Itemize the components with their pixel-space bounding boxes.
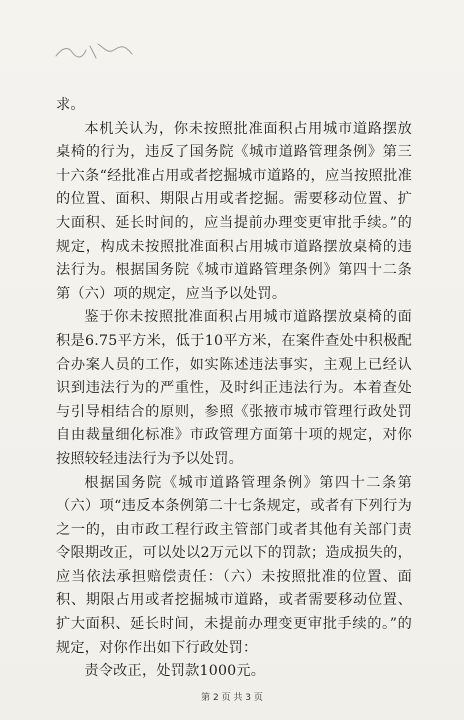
paragraph-mitigation: 鉴于你未按照批准面积占用城市道路摆放桌椅的面积是6.75平方米，低于10平方米，在案件查处中积极配合办案人员的工作，如实陈述违法事实，主观上已经认识到违法行为的严重性，及时纠正违法行为。本着查处与引导相结合的原则，参照《张掖市城市管理行政处罚自由裁量细化标准》市政管理方面第十项的规定，对你按照较轻违法行为予以处罚。 — [56, 309, 412, 467]
document-body — [56, 94, 412, 684]
handwritten-mark — [52, 34, 142, 66]
paragraph-violation-finding: 本机关认为，你未按照批准面积占用城市道路摆放桌椅的行为，违反了国务院《城市道路管理条例》第三十六条“经批准占用或者挖掘城市道路的，应当按照批准的位置、面积、期限占用或者挖掘。需要移动位置、扩大面积、延长时间的，应当提前办理变更审批手续。”的规定，构成未按照批准面积占用城市道路摆放桌椅的违法行为。根据国务院《城市道路管理条例》第四十二条第（六）项的规定，应当予以处罚。 — [56, 120, 412, 302]
paragraph-continuation: 求。 — [56, 97, 85, 113]
page-footer: 第 2 页 共 3 页 — [201, 693, 263, 703]
paragraph-penalty: 责令改正，处罚款1000元。 — [84, 663, 266, 680]
paragraph-legal-basis: 根据国务院《城市道路管理条例》第四十二条第（六）项“违反本条例第二十七条规定，或者有下列行为之一的，由市政工程行政主管部门或者其他有关部门责令限期改正，可以处以2万元以下的罚款；造成损失的，应当依法承担赔偿责任：（六）未按照批准的位置、面积、期限占用或者挖掘城市道路，或者需要移动位置、扩大面积、延长时间，未提前办理变更审批手续的。”的规定，对你作出如下行政处罚： — [56, 474, 412, 656]
